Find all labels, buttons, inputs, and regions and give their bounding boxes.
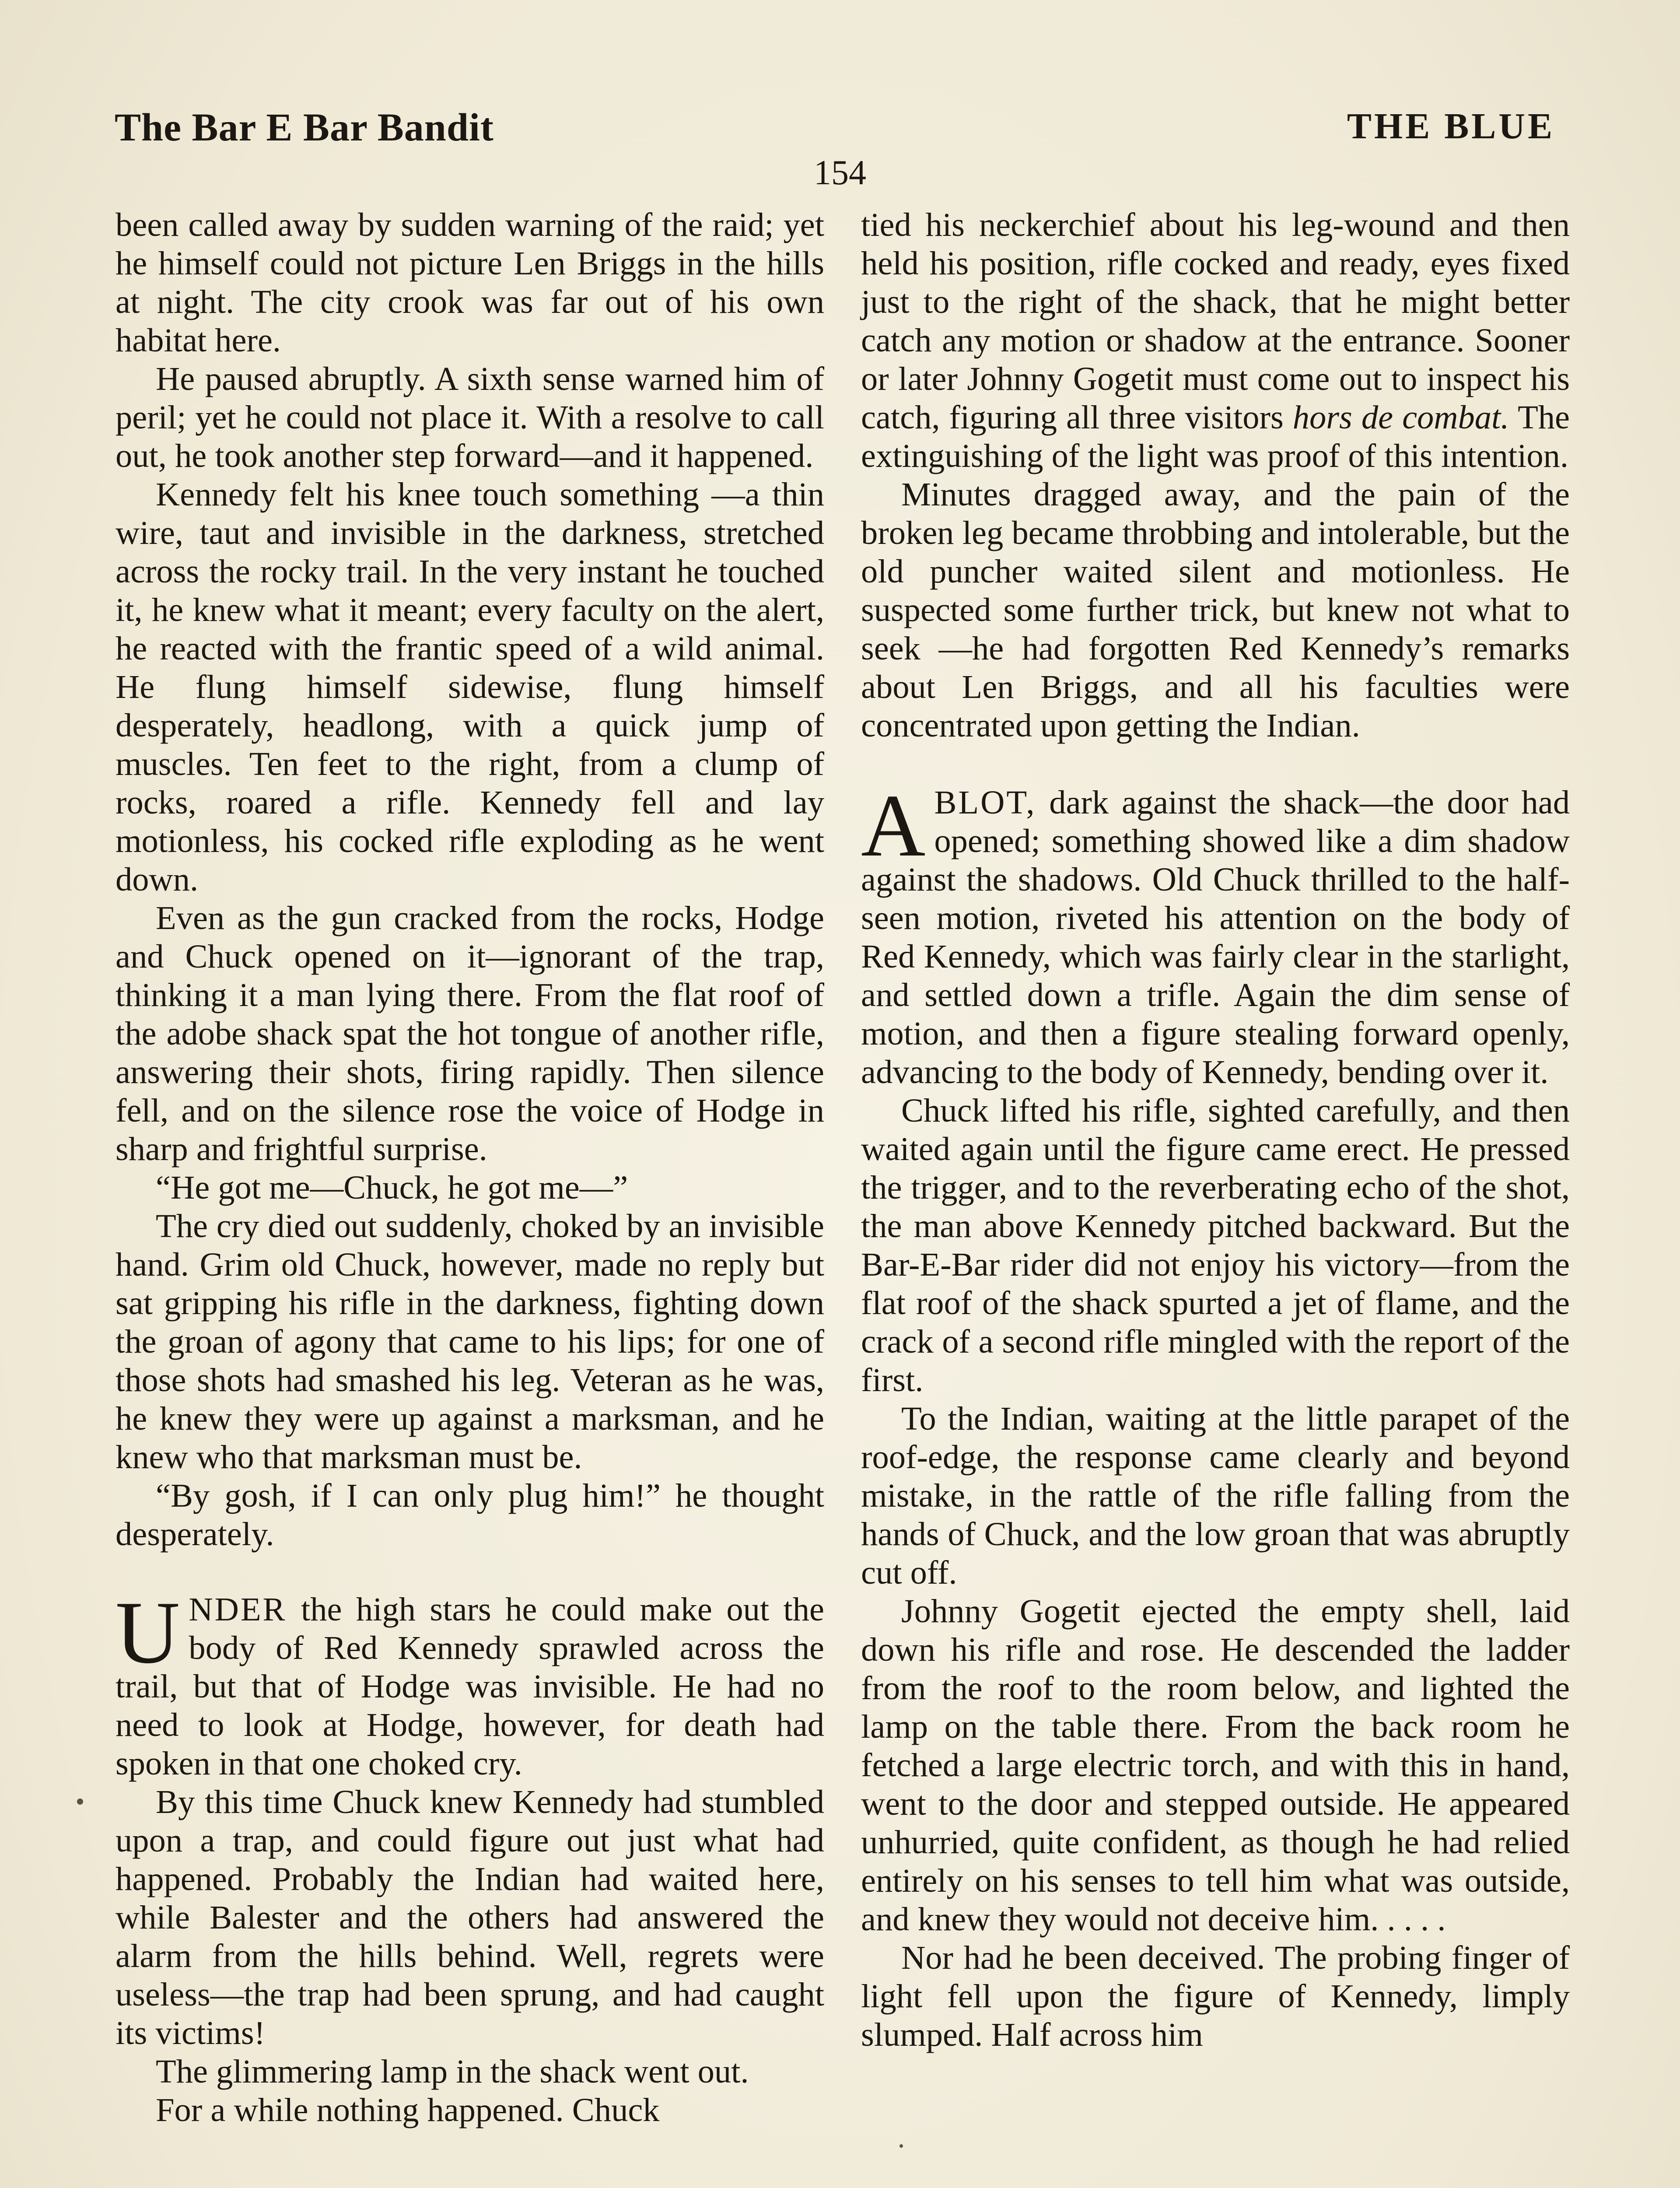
paragraph: The glimmering lamp in the shack went out. (156, 2053, 749, 2090)
section-opening-paragraph (116, 1583, 824, 1783)
section-opening-paragraph (861, 776, 1570, 1091)
paragraph: Kennedy felt his knee touch something —a thin wire, taut and invisible in the darkness, stretched across the rocky trail. In the very instant he touched it, he knew what it meant; every faculty on the alert, he reacted with the frantic speed of a wild animal. He flung himself sidewise, flung himself desperately, headlong, with a quick jump of muscles. Ten feet to the right, from a clump of rocks, roared a rifle. Kennedy fell and lay motionless, his cocked rifle exploding as he went down. (116, 476, 824, 898)
section-opening-text: dark against the shack—the door had opened; something showed like a dim shadow against the shadows. Old Chuck thrilled to the half-seen motion, riveted his attention on the body of Red Kennedy, which was fairly clear in the starlight, and settled down a trifle. Again the dim sense of motion, and then a figure stealing forward openly, advancing to the body of Kennedy, bending over it. (861, 784, 1570, 1090)
drop-cap: A (861, 776, 926, 875)
paragraph: been called away by sudden warning of the raid; yet he himself could not picture Len Briggs in the hills at night. The city crook was far out of his own habitat here. (116, 206, 824, 359)
paragraph: Chuck lifted his rifle, sighted carefully, and then waited again until the figure came erect. He pressed the trigger, and to the reverberating echo of the shot, the man above Kennedy pitched backward. But the Bar-E-Bar rider did not enjoy his victory—from the flat roof of the shack spurted a jet of flame, and the crack of a second rifle mingled with the report of the first. (861, 1092, 1570, 1399)
paragraph-text: The extinguishing of the light was proof of this intention. (861, 399, 1570, 474)
print-speck (77, 1799, 83, 1805)
right-column (861, 206, 1570, 2054)
paragraph: Nor had he been deceived. The probing finger of light fell upon the figure of Kennedy, limply slumped. Half across him (861, 1939, 1570, 2053)
page-number: 154 (814, 154, 866, 192)
dialogue-line: “He got me—Chuck, he got me—” (156, 1169, 628, 1206)
paragraph: By this time Chuck knew Kennedy had stumbled upon a trap, and could figure out just what had happened. Probably the Indian had waited here, while Balester and the others had answered the alarm from the hills behind. Well, regrets were useless—the trap had been sprung, and had caught its victims! (116, 1783, 824, 2051)
print-speck (900, 2144, 903, 2148)
section-lead-word: NDER (189, 1591, 287, 1628)
paragraph: To the Indian, waiting at the little parapet of the roof-edge, the response came clearly and beyond mistake, in the rattle of the rifle falling from the hands of Chuck, and the low groan that was abruptly cut off. (861, 1400, 1570, 1591)
paragraph (861, 206, 1570, 475)
paragraph: “By gosh, if I can only plug him!” he thought desperately. (116, 1477, 824, 1553)
left-column (116, 206, 824, 2129)
paragraph: For a while nothing happened. Chuck (156, 2091, 660, 2128)
running-title: The Bar E Bar Bandit (115, 106, 494, 149)
paragraph: He paused abruptly. A sixth sense warned him of peril; yet he could not place it. With a resolve to call out, he took another step forward—and it happened. (116, 360, 824, 474)
paragraph: Even as the gun cracked from the rocks, Hodge and Chuck opened on it—ignorant of the trap, thinking it a man lying there. From the flat roof of the adobe shack spat the hot tongue of another rifle, answering their shots, firing rapidly. Then silence fell, and on the silence rose the voice of Hodge in sharp and frightful surprise. (116, 899, 824, 1168)
running-section-title: THE BLUE (1347, 106, 1555, 147)
section-lead-word: BLOT, (934, 784, 1036, 821)
paragraph: Johnny Gogetit ejected the empty shell, laid down his rifle and rose. He descended the ladder from the roof to the room below, and lighted the lamp on the table there. From the back room he fetched a large electric torch, and with this in hand, went to the door and stepped outside. He appeared unhurried, quite confident, as though he had relied entirely on his senses to tell him what was outside, and knew they would not deceive him. . . . . (861, 1592, 1570, 1938)
drop-cap: U (116, 1583, 180, 1682)
paragraph: Minutes dragged away, and the pain of the broken leg became throbbing and intolerable, but the old puncher waited silent and motionless. He suspected some further trick, but knew not what to seek —he had forgotten Red Kennedy’s remarks about Len Briggs, and all his faculties were concentrated upon getting the Indian. (861, 476, 1570, 744)
paragraph-text: tied his neckerchief about his leg-wound and then held his position, rifle cocked and ready, eyes fixed just to the right of the shack, that he might better catch any motion or shadow at the entrance. Sooner or later Johnny Gogetit must come out to inspect his catch, figuring all three visitors (861, 206, 1570, 436)
italic-phrase: hors de combat. (1292, 399, 1509, 436)
section-opening-text: the high stars he could make out the body of Red Kennedy sprawled across the trail, but that of Hodge was invisible. He had no need to look at Hodge, however, for death had spoken in that one choked cry. (116, 1591, 824, 1782)
paragraph: The cry died out suddenly, choked by an invisible hand. Grim old Chuck, however, made no reply but sat gripping his rifle in the darkness, fighting down the groan of agony that came to his lips; for one of those shots had smashed his leg. Veteran as he was, he knew they were up against a marksman, and he knew who that marksman must be. (116, 1207, 824, 1476)
